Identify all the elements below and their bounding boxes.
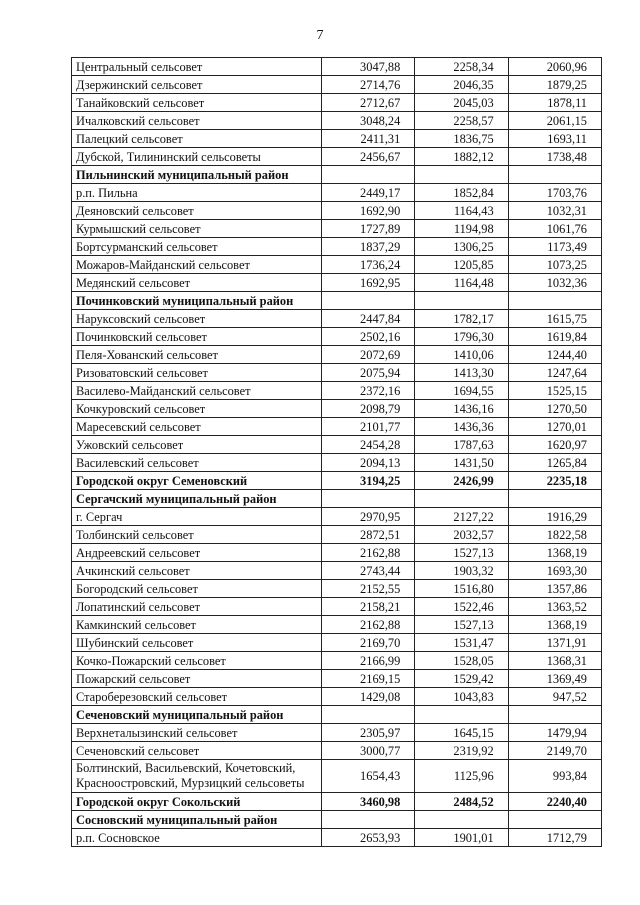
row-name-cell: Сергачский муниципальный район (72, 490, 322, 508)
table-row (72, 220, 602, 238)
value-3-cell (508, 490, 601, 508)
table-row (72, 829, 602, 847)
row-name-cell: Верхнеталызинский сельсовет (72, 724, 322, 742)
value-3-cell: 1822,58 (508, 526, 601, 544)
value-1-cell: 2456,67 (322, 148, 415, 166)
section-row (72, 490, 602, 508)
row-name-cell: Ужовский сельсовет (72, 436, 322, 454)
value-3-cell: 1247,64 (508, 364, 601, 382)
value-3-cell: 1620,97 (508, 436, 601, 454)
value-1-cell (322, 292, 415, 310)
row-name-cell: Толбинский сельсовет (72, 526, 322, 544)
table-row (72, 544, 602, 562)
value-1-cell (322, 166, 415, 184)
value-1-cell: 1692,90 (322, 202, 415, 220)
table-row (72, 760, 602, 793)
row-name-cell: Курмышский сельсовет (72, 220, 322, 238)
value-1-cell (322, 706, 415, 724)
value-1-cell: 1654,43 (322, 760, 415, 793)
value-2-cell: 1125,96 (415, 760, 508, 793)
row-name-cell: Маресевский сельсовет (72, 418, 322, 436)
value-3-cell: 1712,79 (508, 829, 601, 847)
value-2-cell: 1164,48 (415, 274, 508, 292)
value-1-cell: 2449,17 (322, 184, 415, 202)
value-1-cell: 3194,25 (322, 472, 415, 490)
value-2-cell: 1527,13 (415, 616, 508, 634)
table-row (72, 418, 602, 436)
value-3-cell: 1479,94 (508, 724, 601, 742)
value-3-cell: 1270,50 (508, 400, 601, 418)
value-3-cell: 1693,30 (508, 562, 601, 580)
table-row (72, 508, 602, 526)
value-1-cell: 2653,93 (322, 829, 415, 847)
value-1-cell: 2098,79 (322, 400, 415, 418)
value-2-cell: 1431,50 (415, 454, 508, 472)
table-row (72, 202, 602, 220)
value-1-cell: 2158,21 (322, 598, 415, 616)
section-row (72, 166, 602, 184)
value-1-cell: 2502,16 (322, 328, 415, 346)
table-row (72, 562, 602, 580)
value-3-cell: 1703,76 (508, 184, 601, 202)
value-3-cell: 2061,15 (508, 112, 601, 130)
row-name-cell: Сеченовский сельсовет (72, 742, 322, 760)
row-name-cell: Наруксовский сельсовет (72, 310, 322, 328)
table-row (72, 364, 602, 382)
row-name-cell: Кочкуровский сельсовет (72, 400, 322, 418)
row-name-cell: Василево-Майданский сельсовет (72, 382, 322, 400)
row-name-cell: Центральный сельсовет (72, 58, 322, 76)
value-2-cell: 1436,16 (415, 400, 508, 418)
value-3-cell: 1061,76 (508, 220, 601, 238)
value-2-cell: 1194,98 (415, 220, 508, 238)
value-2-cell: 1527,13 (415, 544, 508, 562)
table-body (72, 58, 602, 847)
table-row (72, 310, 602, 328)
value-3-cell (508, 706, 601, 724)
table-row (72, 238, 602, 256)
row-name-cell: Дзержинский сельсовет (72, 76, 322, 94)
value-3-cell: 1032,31 (508, 202, 601, 220)
row-name-cell: Староберезовский сельсовет (72, 688, 322, 706)
value-1-cell: 3000,77 (322, 742, 415, 760)
value-2-cell: 1901,01 (415, 829, 508, 847)
value-2-cell: 1836,75 (415, 130, 508, 148)
value-3-cell (508, 811, 601, 829)
value-2-cell: 1645,15 (415, 724, 508, 742)
value-1-cell: 2166,99 (322, 652, 415, 670)
value-2-cell: 1528,05 (415, 652, 508, 670)
row-name-cell: Богородский сельсовет (72, 580, 322, 598)
row-name-cell: Медянский сельсовет (72, 274, 322, 292)
value-3-cell: 1368,19 (508, 616, 601, 634)
table-row (72, 256, 602, 274)
row-name-cell: р.п. Пильна (72, 184, 322, 202)
value-2-cell (415, 490, 508, 508)
row-name-cell: Шубинский сельсовет (72, 634, 322, 652)
row-name-cell: Ичалковский сельсовет (72, 112, 322, 130)
table-row (72, 742, 602, 760)
value-1-cell: 2714,76 (322, 76, 415, 94)
table-row (72, 58, 602, 76)
table-row (72, 76, 602, 94)
value-2-cell: 2032,57 (415, 526, 508, 544)
value-3-cell: 1525,15 (508, 382, 601, 400)
value-3-cell: 1619,84 (508, 328, 601, 346)
value-2-cell: 2258,57 (415, 112, 508, 130)
value-3-cell: 1368,31 (508, 652, 601, 670)
row-name-cell: Можаров-Майданский сельсовет (72, 256, 322, 274)
value-3-cell: 1878,11 (508, 94, 601, 112)
value-1-cell: 1692,95 (322, 274, 415, 292)
row-name-cell: Палецкий сельсовет (72, 130, 322, 148)
row-name-cell: Бортсурманский сельсовет (72, 238, 322, 256)
section-row (72, 292, 602, 310)
value-2-cell: 1782,17 (415, 310, 508, 328)
table-row (72, 526, 602, 544)
value-1-cell: 2712,67 (322, 94, 415, 112)
row-name-cell: Ризоватовский сельсовет (72, 364, 322, 382)
row-name-cell: Болтинский, Васильевский, Кочетовский, Красноостровский, Мурзицкий сельсоветы (72, 760, 322, 793)
table-row (72, 616, 602, 634)
value-3-cell: 947,52 (508, 688, 601, 706)
table-row (72, 130, 602, 148)
table-row (72, 400, 602, 418)
value-1-cell: 2094,13 (322, 454, 415, 472)
row-name-cell: Починковский муниципальный район (72, 292, 322, 310)
value-2-cell: 2045,03 (415, 94, 508, 112)
value-2-cell (415, 706, 508, 724)
value-1-cell: 1429,08 (322, 688, 415, 706)
value-2-cell: 2426,99 (415, 472, 508, 490)
table-row (72, 148, 602, 166)
row-name-cell: Василевский сельсовет (72, 454, 322, 472)
value-2-cell: 1787,63 (415, 436, 508, 454)
table-row (72, 382, 602, 400)
value-2-cell: 1531,47 (415, 634, 508, 652)
value-3-cell: 2060,96 (508, 58, 601, 76)
value-3-cell: 1265,84 (508, 454, 601, 472)
value-3-cell: 1615,75 (508, 310, 601, 328)
value-1-cell (322, 490, 415, 508)
row-name-cell: Ачкинский сельсовет (72, 562, 322, 580)
table-row (72, 598, 602, 616)
section-row (72, 472, 602, 490)
value-3-cell: 1738,48 (508, 148, 601, 166)
value-1-cell: 2072,69 (322, 346, 415, 364)
value-3-cell: 1270,01 (508, 418, 601, 436)
table-row (72, 94, 602, 112)
page-number: 7 (316, 28, 324, 43)
table-row (72, 112, 602, 130)
table-row (72, 688, 602, 706)
value-1-cell: 2162,88 (322, 616, 415, 634)
value-1-cell: 3460,98 (322, 793, 415, 811)
value-2-cell: 1796,30 (415, 328, 508, 346)
value-2-cell: 2046,35 (415, 76, 508, 94)
table-row (72, 328, 602, 346)
value-2-cell: 1852,84 (415, 184, 508, 202)
value-1-cell: 2152,55 (322, 580, 415, 598)
row-name-cell: р.п. Сосновское (72, 829, 322, 847)
value-1-cell (322, 811, 415, 829)
value-2-cell: 2258,34 (415, 58, 508, 76)
row-name-cell: Сосновский муниципальный район (72, 811, 322, 829)
value-2-cell: 1306,25 (415, 238, 508, 256)
value-1-cell: 2411,31 (322, 130, 415, 148)
value-2-cell (415, 166, 508, 184)
row-name-cell: Лопатинский сельсовет (72, 598, 322, 616)
row-name-cell: Андреевский сельсовет (72, 544, 322, 562)
table-row (72, 436, 602, 454)
value-2-cell: 1694,55 (415, 382, 508, 400)
value-2-cell: 1043,83 (415, 688, 508, 706)
value-1-cell: 2447,84 (322, 310, 415, 328)
value-1-cell: 2305,97 (322, 724, 415, 742)
row-name-cell: Пильнинский муниципальный район (72, 166, 322, 184)
row-name-cell: Городской округ Семеновский (72, 472, 322, 490)
value-2-cell: 1522,46 (415, 598, 508, 616)
tariff-table (71, 57, 602, 847)
table-row (72, 184, 602, 202)
value-3-cell: 1693,11 (508, 130, 601, 148)
value-3-cell: 2235,18 (508, 472, 601, 490)
value-2-cell: 2127,22 (415, 508, 508, 526)
value-1-cell: 2075,94 (322, 364, 415, 382)
value-1-cell: 1837,29 (322, 238, 415, 256)
value-3-cell (508, 292, 601, 310)
value-1-cell: 2372,16 (322, 382, 415, 400)
value-1-cell: 3048,24 (322, 112, 415, 130)
value-1-cell: 2169,15 (322, 670, 415, 688)
row-name-cell: Кочко-Пожарский сельсовет (72, 652, 322, 670)
value-3-cell: 993,84 (508, 760, 601, 793)
value-1-cell: 2743,44 (322, 562, 415, 580)
table-row (72, 454, 602, 472)
value-1-cell: 2454,28 (322, 436, 415, 454)
value-2-cell: 1205,85 (415, 256, 508, 274)
value-3-cell: 1032,36 (508, 274, 601, 292)
row-name-cell: Деяновский сельсовет (72, 202, 322, 220)
section-row (72, 793, 602, 811)
row-name-cell: Сеченовский муниципальный район (72, 706, 322, 724)
value-3-cell: 1368,19 (508, 544, 601, 562)
table-row (72, 670, 602, 688)
value-1-cell: 2162,88 (322, 544, 415, 562)
section-row (72, 811, 602, 829)
value-2-cell: 1882,12 (415, 148, 508, 166)
row-name-cell: Пожарский сельсовет (72, 670, 322, 688)
table-row (72, 346, 602, 364)
value-1-cell: 3047,88 (322, 58, 415, 76)
row-name-cell: Камкинский сельсовет (72, 616, 322, 634)
value-2-cell: 2319,92 (415, 742, 508, 760)
value-2-cell: 1413,30 (415, 364, 508, 382)
row-name-cell: г. Сергач (72, 508, 322, 526)
table-row (72, 652, 602, 670)
value-2-cell: 1516,80 (415, 580, 508, 598)
value-3-cell: 2149,70 (508, 742, 601, 760)
value-1-cell: 2101,77 (322, 418, 415, 436)
value-2-cell (415, 292, 508, 310)
value-3-cell: 1363,52 (508, 598, 601, 616)
value-3-cell: 1369,49 (508, 670, 601, 688)
value-3-cell: 1173,49 (508, 238, 601, 256)
row-name-cell: Танайковский сельсовет (72, 94, 322, 112)
value-1-cell: 1727,89 (322, 220, 415, 238)
value-3-cell: 1073,25 (508, 256, 601, 274)
row-name-cell: Дубской, Тилининский сельсоветы (72, 148, 322, 166)
row-name-cell: Починковский сельсовет (72, 328, 322, 346)
value-3-cell: 1879,25 (508, 76, 601, 94)
value-1-cell: 2169,70 (322, 634, 415, 652)
row-name-cell: Городской округ Сокольский (72, 793, 322, 811)
table-row (72, 274, 602, 292)
value-2-cell: 1410,06 (415, 346, 508, 364)
value-2-cell: 1164,43 (415, 202, 508, 220)
table-row (72, 634, 602, 652)
value-1-cell: 2872,51 (322, 526, 415, 544)
table-row (72, 724, 602, 742)
row-name-cell: Пеля-Хованский сельсовет (72, 346, 322, 364)
value-2-cell: 1529,42 (415, 670, 508, 688)
table-row (72, 580, 602, 598)
value-1-cell: 1736,24 (322, 256, 415, 274)
section-row (72, 706, 602, 724)
value-3-cell: 1244,40 (508, 346, 601, 364)
value-2-cell (415, 811, 508, 829)
value-2-cell: 1903,32 (415, 562, 508, 580)
value-1-cell: 2970,95 (322, 508, 415, 526)
value-3-cell: 2240,40 (508, 793, 601, 811)
value-2-cell: 1436,36 (415, 418, 508, 436)
value-3-cell: 1916,29 (508, 508, 601, 526)
value-3-cell: 1371,91 (508, 634, 601, 652)
value-2-cell: 2484,52 (415, 793, 508, 811)
value-3-cell (508, 166, 601, 184)
value-3-cell: 1357,86 (508, 580, 601, 598)
